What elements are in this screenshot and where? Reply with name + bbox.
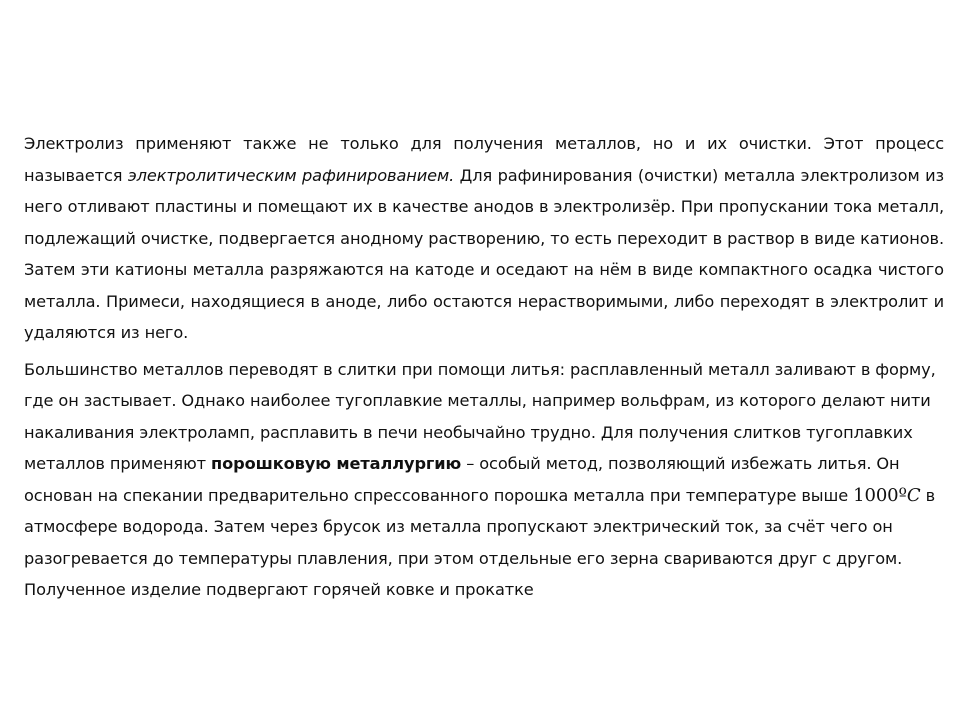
paragraph-powder-metallurgy (24, 354, 944, 606)
paragraph2-text-start: Большинство металлов переводят в слитки при помощи литья: расплавленный металл заливают в форму, где он застывает. Однако наиболее тугоплавкие металлы, например вольфрам, из которого делают нити накаливания электроламп, расплавить в печи необычайно трудно. Для получения слитков тугоплавких металлов применяют (24, 359, 936, 473)
term-powder-metallurgy: порошковую металлургию (210, 454, 462, 473)
paragraph2-text-end: в атмосфере водорода. Затем через брусок из металла пропускают электрический ток, за счёт чего он разогревается до температуры плавления, при этом отдельные его зерна свариваются друг с другом. Полученное изделие подвергают горячей ковке и прокатке (24, 485, 936, 599)
paragraph2-text-middle: – особый метод, позволяющий избежать литья. Он основан на спекании предварительно спрессованного порошка металла при температуре выше (24, 454, 900, 505)
temperature-degree: º (898, 484, 907, 506)
temperature-unit: C (906, 484, 921, 506)
paragraph1-text-start: Электролиз применяют также не только для получения металлов, но и их очистки. Этот процесс называется (24, 134, 944, 185)
document-page (24, 128, 944, 606)
paragraph-electrolytic-refining (24, 128, 944, 349)
temperature-value (853, 485, 920, 506)
temperature-number: 1000 (853, 484, 899, 506)
paragraph1-text-end: Для рафинирования (очистки) металла электролизом из него отливают пластины и помещают их в качестве анодов в электролизёр. При пропускании тока металл, подлежащий очистке, подвергается анодному растворению, то есть переходит в раствор в виде катионов. Затем эти катионы металла разряжаются на катоде и оседают на нём в виде компактного осадка чистого металла. Примеси, находящиеся в аноде, либо остаются нерастворимыми, либо переходят в электролит и удаляются из него. (24, 165, 944, 342)
term-electrolytic-refining: электролитическим рафинированием. (127, 165, 455, 185)
